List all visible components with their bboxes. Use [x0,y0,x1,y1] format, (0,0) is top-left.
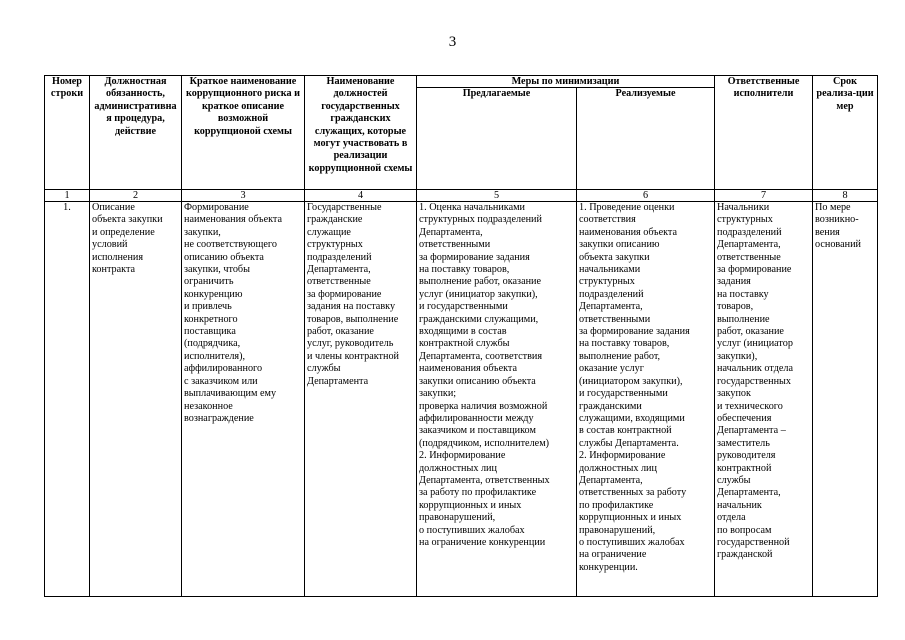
column-number: 2 [90,190,182,202]
deadline-cell: По мере возникно- вения оснований [813,202,878,597]
risk-cell: Формирование наименования объекта закупки, не соответствующего описанию объекта закупки, чтобы ограничить конкуренцию и привлечь конкретного поставщика (подрядчика, исполнителя), аффилированного с заказчиком или выплачивающим ему незаконное вознаграждение [182,202,305,597]
header-duty: Должностная обязанность, административная процедура, действие [90,76,182,190]
header-positions: Наименование должностей государственных гражданских служащих, которые могут участвовать в реализации коррупционной схемы [305,76,417,190]
column-number: 6 [577,190,715,202]
header-measures-group: Меры по минимизации [417,76,715,88]
corruption-risk-table [44,75,878,597]
column-number: 1 [45,190,90,202]
responsible-cell: Начальники структурных подразделений Департамента, ответственные за формирование задания на поставку товаров, выполнение работ, оказание услуг (инициатор закупки), начальник отдела государственных закупок и технического обеспечения Департамента – заместитель руководителя контрактной службы Департамента, начальник отдела по вопросам государственной гражданской [715,202,813,597]
column-number: 5 [417,190,577,202]
header-risk: Краткое наименование коррупционного риска и краткое описание возможной коррупционой схемы [182,76,305,190]
column-number: 3 [182,190,305,202]
header-deadline: Срок реализа-ции мер [813,76,878,190]
column-number: 4 [305,190,417,202]
header-row-top [45,76,878,88]
column-number: 7 [715,190,813,202]
table-row [45,202,878,597]
header-proposed: Предлагаемые [417,88,577,190]
page-number: 3 [448,34,457,50]
column-number: 8 [813,190,878,202]
proposed-measures-cell: 1. Оценка начальниками структурных подразделений Департамента, ответственными за формирование задания на поставку товаров, выполнение работ, оказание услуг (инициатор закупки), и государственными гражданскими служащими, входящими в состав контрактной службы Департамента, соответствия наименования объекта закупки описанию объекта закупки; проверка наличия возможной аффилированности между заказчиком и поставщиком (подрядчиком, исполнителем) 2. Информирование должностных лиц Департамента, ответственных за работу по профилактике коррупционных и иных правонарушений, о поступивших жалобах на ограничение конкуренции [417,202,577,597]
header-implemented: Реализуемые [577,88,715,190]
duty-cell: Описание объекта закупки и определение условий исполнения контракта [90,202,182,597]
header-row-number: Номер строки [45,76,90,190]
header-responsible: Ответственные исполнители [715,76,813,190]
column-number-row [45,190,878,202]
implemented-measures-cell: 1. Проведение оценки соответствия наименования объекта закупки описанию объекта закупки начальниками структурных подразделений Департамента, ответственными за формирование задания на поставку товаров, выполнение работ, оказание услуг (инициатором закупки), и государственными гражданскими служащими, входящими в состав контрактной службы Департамента. 2. Информирование должностных лиц Департамента, ответственных за работу по профилактике коррупционных и иных правонарушений, о поступивших жалобах на ограничение конкуренции. [577,202,715,597]
row-number-cell: 1. [45,202,90,597]
positions-cell: Государственные гражданские служащие структурных подразделений Департамента, ответственные за формирование задания на поставку товаров, выполнение работ, оказание услуг, руководитель и члены контрактной службы Департамента [305,202,417,597]
